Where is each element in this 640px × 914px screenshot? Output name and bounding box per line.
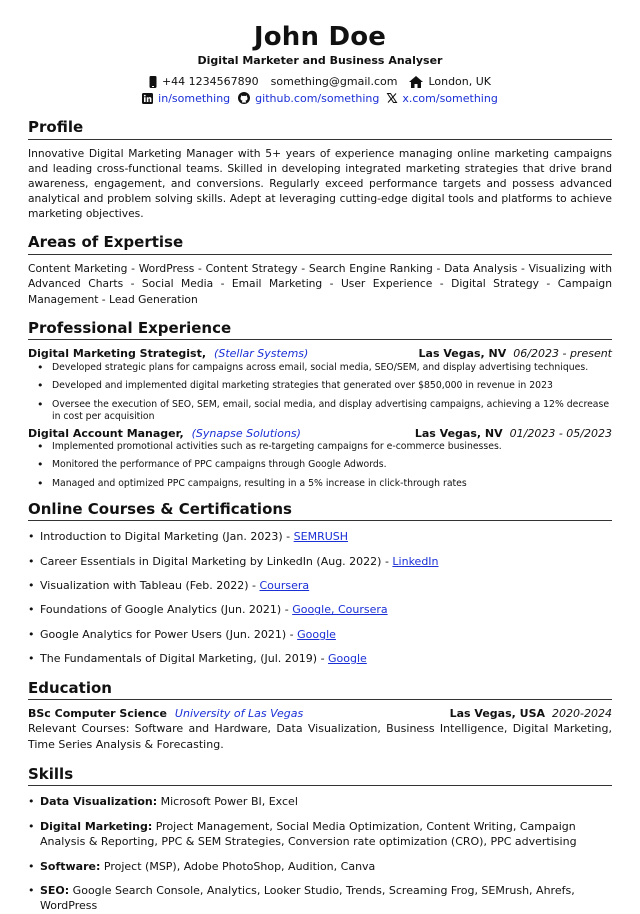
mobile-phone-icon (149, 76, 157, 88)
education-dates: 2020-2024 (552, 707, 612, 721)
contact-row-primary (28, 74, 612, 89)
job-bullet: • Developed strategic plans for campaigns across email, social media, SEO/SEM, and display advertising techniques. (28, 362, 612, 375)
section-title-education: Education (28, 678, 612, 701)
contact-phone[interactable] (149, 74, 259, 89)
job-entry (28, 346, 612, 423)
job-bullet: • Implemented promotional activities such as re-targeting campaigns for e-commerce businesses. (28, 441, 612, 454)
phone-number: +44 1234567890 (161, 75, 259, 89)
section-title-experience: Professional Experience (28, 318, 612, 341)
education-location: Las Vegas, USA (449, 707, 546, 721)
course-text: Google Analytics for Power Users (Jun. 2021) - (40, 627, 298, 641)
job-location: Las Vegas, NV (414, 426, 503, 440)
contact-github[interactable] (238, 91, 379, 106)
contact-location (409, 74, 491, 89)
course-text: Visualization with Tableau (Feb. 2022) - (40, 579, 260, 593)
course-text: Foundations of Google Analytics (Jun. 2021) - (40, 603, 293, 617)
course-item (28, 529, 612, 544)
skill-item (28, 859, 612, 874)
course-item (28, 651, 612, 666)
skill-value: Microsoft Power BI, Excel (157, 795, 298, 809)
course-item (28, 578, 612, 593)
skill-value: Google Search Console, Analytics, Looker Studio, Trends, Screaming Frog, SEMrush, Ahrefs, WordPress (40, 883, 575, 913)
course-text: Introduction to Digital Marketing (Jan. 2023) - (40, 530, 294, 544)
github-link[interactable]: github.com/something (255, 91, 380, 105)
skill-label: SEO: (40, 883, 70, 897)
course-provider-link[interactable]: SEMRUSH (293, 530, 349, 544)
expertise-text: Content Marketing - WordPress - Content Strategy - Search Engine Ranking - Data Analysis - Visualizing with Advanced Charts - Social Media - Email Marketing - User Experience - Digital Strategy - Campaign Management - Lead Generation (28, 262, 612, 306)
resume-header (28, 24, 612, 106)
job-bullet: • Monitored the performance of PPC campaigns through Google Adwords. (28, 459, 612, 472)
job-dates: 01/2023 - 05/2023 (509, 426, 612, 440)
job-header (28, 426, 612, 441)
contact-linkedin[interactable] (142, 91, 230, 106)
education-courses: Relevant Courses: Software and Hardware, Data Visualization, Business Intelligence, Digital Marketing, Time Series Analysis & Forecasting. (28, 722, 612, 752)
course-item (28, 554, 612, 569)
job-entry (28, 426, 612, 491)
job-location: Las Vegas, NV (418, 347, 507, 361)
candidate-subtitle: Digital Marketer and Business Analyser (197, 54, 443, 68)
linkedin-link[interactable]: in/something (158, 91, 231, 105)
course-provider-link[interactable]: Google (297, 627, 336, 641)
skill-value: Project Management, Social Media Optimization, Content Writing, Campaign Analysis & Reporting, PPC & SEM Strategies, Conversion rate optimization (CRO), PPC advertising (40, 819, 577, 849)
skill-label: Software: (40, 859, 101, 873)
course-provider-link[interactable]: Google (328, 652, 367, 666)
job-title: Digital Marketing Strategist, (28, 347, 207, 361)
contact-row-social (28, 91, 612, 106)
job-header (28, 346, 612, 361)
github-icon (238, 92, 250, 104)
course-provider-link[interactable]: LinkedIn (392, 554, 439, 568)
skill-value: Project (MSP), Adobe PhotoShop, Audition, Canva (100, 859, 376, 873)
skills-list (28, 794, 612, 913)
job-company[interactable]: (Stellar Systems) (214, 347, 309, 361)
location-text: London, UK (428, 75, 492, 89)
email-address: something@gmail.com (270, 75, 398, 89)
course-item (28, 627, 612, 642)
education-university[interactable]: University of Las Vegas (174, 707, 304, 721)
skill-label: Digital Marketing: (40, 819, 153, 833)
x-link[interactable]: x.com/something (402, 91, 498, 105)
job-company[interactable]: (Synapse Solutions) (191, 426, 301, 440)
contact-email[interactable] (271, 74, 398, 89)
job-title: Digital Account Manager, (28, 426, 184, 440)
course-text: Career Essentials in Digital Marketing by LinkedIn (Aug. 2022) - (40, 554, 393, 568)
job-dates: 06/2023 - present (513, 347, 612, 361)
linkedin-icon (142, 93, 153, 104)
education-header (28, 706, 612, 721)
section-title-profile: Profile (28, 117, 612, 140)
job-bullet: • Developed and implemented digital marketing strategies that generated over $850,000 in revenue in 2023 (28, 380, 612, 393)
education-degree: BSc Computer Science (28, 707, 167, 721)
skill-item (28, 883, 612, 914)
course-text: The Fundamentals of Digital Marketing, (Jul. 2019) - (40, 652, 329, 666)
contact-x[interactable] (387, 91, 497, 106)
course-item (28, 602, 612, 617)
x-logo-icon (387, 93, 397, 103)
course-provider-link[interactable]: Coursera (259, 579, 310, 593)
job-bullet: • Managed and optimized PPC campaigns, resulting in a 5% increase in click-through rates (28, 478, 612, 491)
section-title-expertise: Areas of Expertise (28, 232, 612, 255)
job-bullets (28, 441, 612, 491)
skill-item (28, 794, 612, 809)
skill-item (28, 819, 612, 850)
home-icon (409, 76, 423, 88)
section-title-skills: Skills (28, 764, 612, 787)
course-provider-link[interactable]: Google, Coursera (292, 603, 388, 617)
courses-list (28, 529, 612, 666)
job-bullets (28, 362, 612, 424)
section-title-courses: Online Courses & Certifications (28, 499, 612, 522)
profile-text: Innovative Digital Marketing Manager with 5+ years of experience managing online marketing campaigns and leading cross-functional teams. Skilled in developing integrated marketing strategies that drive brand awareness, engagement, and conversions. Regularly exceed performance targets and possess advanced analytical and problem solving skills. Adept at leveraging cutting-edge digital tools and platforms to achieve marketing objectives. (28, 146, 612, 221)
job-bullet: • Oversee the execution of SEO, SEM, email, social media, and display advertising campaigns, achieving a 12% decrease in cost per acquisition (28, 399, 612, 424)
candidate-name: John Doe (253, 22, 387, 52)
skill-label: Data Visualization: (40, 795, 158, 809)
